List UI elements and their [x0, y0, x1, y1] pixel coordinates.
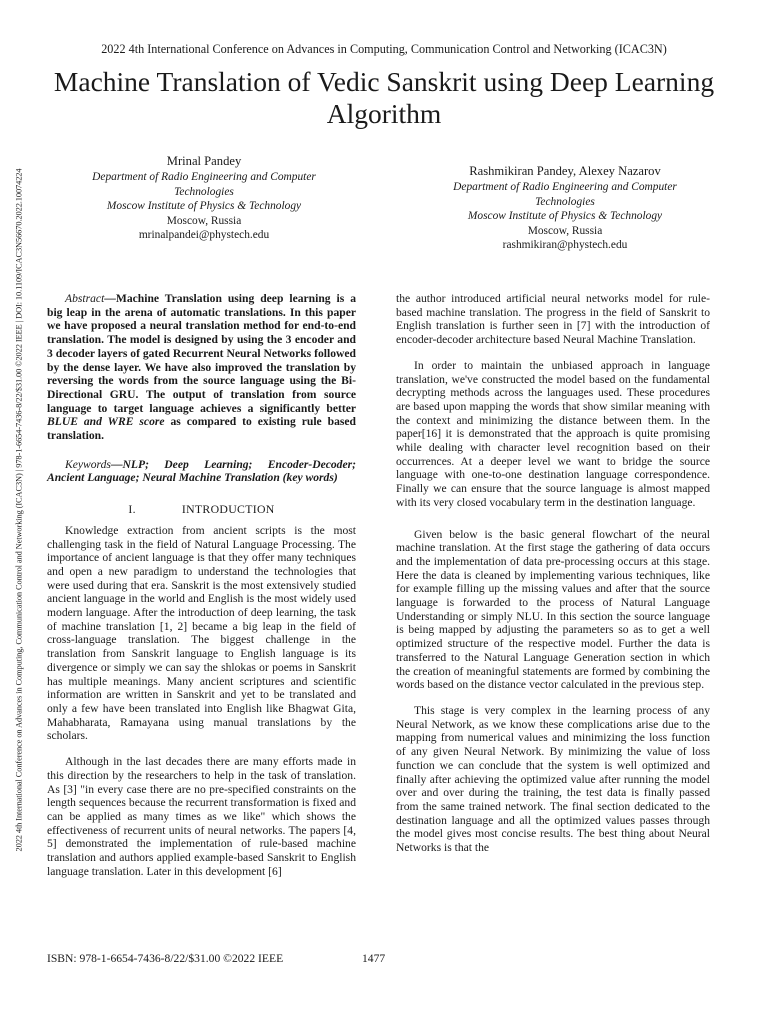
page-number: 1477	[362, 952, 386, 965]
author-department-2: Technologies	[174, 185, 234, 198]
section-number: I.	[128, 502, 136, 517]
abstract-text: Machine Translation using deep learning is a big leap in the arena of automatic translations. In this paper we have proposed a neural translation method for end-to-end translation. The model is designed by using the 3 encoder and 3 decoder layers of gated Recurrent Neural Networks followed by the dense layer. We have also improved the translation by reversing the words from the source language using the Bi-Directional GRU. The output of translation from source language to target language achieves a significantly better	[47, 292, 356, 415]
author-name: Mrinal Pandey	[166, 154, 242, 168]
section-title: INTRODUCTION	[181, 502, 275, 517]
body-paragraph: Knowledge extraction from ancient scripts is the most challenging task in the field of Natural Language Processing. The importance of ancient language is that they offer many techniques and open a new paradigm to understand the technologies that were used during that era. Sanskrit is the most extensively studied ancient language in the world and English is the most widely used modern language. After the introduction of deep learning, the task of machine translation [1, 2] became a big leap in the field of cross-language translation. The biggest challenge in the translation from Sanskrit language to English language is its divergence or simply we can say the shlokas or poems in Sanskrit has multiple meanings. Many ancient scriptures and scientific information are written in Sanskrit and yet to be translated and only a few have been translated into English like Bhagwat Gita, Mahabharata, Ramayana using manual translations by the scholars.	[47, 523, 356, 743]
body-paragraph: Given below is the basic general flowchart of the neural machine translation. At the first stage the gathering of data occurs and the implementation of data pre-processing occurs at this stage. Here the data is cleaned by implementing various techniques, like for example filling up the missing values and after that the source language is forwarded to the process of Natural Language Understanding or simply NLU. In this section the source language is being mapped by adjusting the parameters so as to get a well optimized structure of the respective model. Further the data is transferred to the Natural Language Generation section in which the creation of meaningful statements are formed by combining the words based on the distance vector calculated in the previous step.	[396, 527, 710, 692]
author-email: rashmikiran@phystech.edu	[502, 239, 628, 252]
author-department-2: Technologies	[535, 195, 595, 208]
abstract-dash: —	[104, 292, 116, 305]
side-margin-doi	[12, 100, 26, 920]
footer-isbn: ISBN: 978-1-6654-7436-8/22/$31.00 ©2022 IEEE	[47, 952, 284, 965]
body-paragraph: In order to maintain the unbiased approach in language translation, we've constructed the model based on the fundamental decrypting methods across the languages used. These procedures are based upon mapping the words that show similar meaning with the context and minimizing the distance between them. In the paper[16] it is demonstrated that the approach is quite promising while dealing with character level recognition based on their occurrences. At a deeper level we want to bridge the source language with one-to-one destination language correspondence. Finally we can ensure that the source language is almost mapped with its very closed vocabulary term in the destination language.	[396, 358, 710, 509]
abstract-emphasis: BLUE and WRE score	[47, 415, 165, 429]
keywords-label: Keywords	[65, 457, 111, 471]
author-department: Department of Radio Engineering and Computer	[92, 171, 316, 184]
author-location: Moscow, Russia	[166, 214, 242, 227]
author-department: Department of Radio Engineering and Computer	[453, 181, 677, 194]
keywords-dash: —	[110, 457, 123, 471]
abstract-label: Abstract	[65, 292, 105, 305]
abstract-text-end: as compared to existing rule based translation.	[47, 415, 356, 443]
author-location: Moscow, Russia	[527, 224, 603, 237]
left-column	[47, 292, 356, 878]
abstract	[47, 292, 356, 443]
keywords	[47, 458, 356, 485]
conference-header: 2022 4th International Conference on Advances in Computing, Communication Control and Networking (ICAC3N)	[101, 42, 667, 56]
paper-title: Machine Translation of Vedic Sanskrit using Deep Learning Algorithm	[53, 66, 715, 129]
section-heading	[47, 503, 356, 517]
body-paragraph: Although in the last decades there are many efforts made in this direction by the researchers to help in the task of translation. As [3] "in every case there are no pre-specified constraints on the length sequences because the recurrent transformation is fixed and can be applied as many times as we like" which shows the effectiveness of recurrent units of neural networks. The papers [4, 5] demonstrated the implementation of rule-based machine translation and authors applied example-based Sanskrit to English language translation. Later in this development [6]	[47, 755, 356, 878]
author-email: mrinalpandei@phystech.edu	[138, 229, 270, 242]
body-paragraph: the author introduced artificial neural networks model for rule-based machine translation. The progress in the field of Sanskrit to English translation is further seen in [7] with the introduction of encoder-decoder architecture based Neural Machine Translation.	[396, 292, 710, 347]
author-block-1	[48, 154, 360, 242]
author-name: Rashmikiran Pandey, Alexey Nazarov	[469, 164, 661, 178]
side-margin-text: 2022 4th International Conference on Advances in Computing, Communication Control and Networking (ICAC3N) | 978-1-6654-7436-8/22/$31.00 ©2022 IEEE | DOI: 10.1109/ICAC3N56670.2022.10074224	[14, 168, 24, 852]
keywords-text: NLP; Deep Learning; Encoder-Decoder; Ancient Language; Neural Machine Translation (key words)	[47, 457, 356, 485]
author-institution: Moscow Institute of Physics & Technology	[467, 210, 663, 223]
author-institution: Moscow Institute of Physics & Technology	[106, 200, 302, 213]
right-column	[396, 292, 710, 855]
body-paragraph: This stage is very complex in the learning process of any Neural Network, as we know these complications arise due to the mapping from numerical values and minimizing the loss function of any given Neural Network. By minimizing the value of loss function we can conclude that the system is well optimized and finally after achieving the optimized value after running the model over and over during the training, the test data is finally passed from the same trained network. The final section dedicated to the destination language and all the optimized values passes through the model gives most concise results. The best thing about Neural Networks is that the	[396, 703, 710, 855]
author-block-2	[400, 164, 730, 252]
